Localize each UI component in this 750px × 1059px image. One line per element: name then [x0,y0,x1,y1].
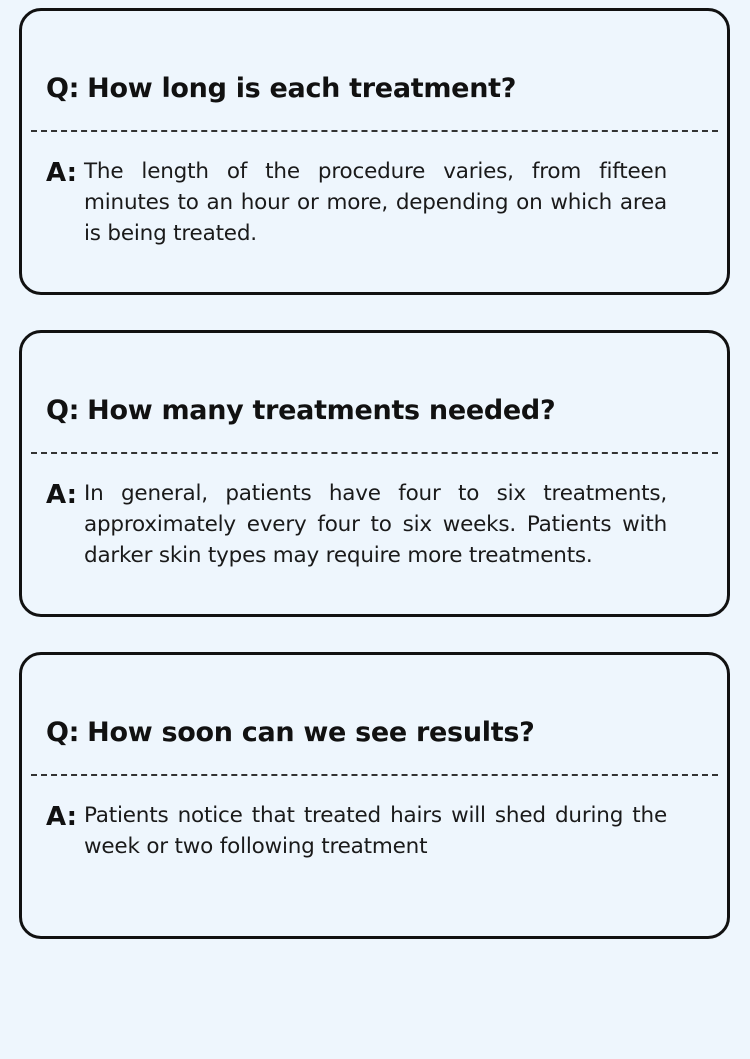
answer-prefix: A: [46,802,78,832]
answer-row [46,156,667,249]
question-text: How long is each treatment? [87,73,517,104]
question-text: How soon can we see results? [87,717,535,748]
faq-card [19,8,730,295]
faq-card [19,652,730,939]
answer-prefix: A: [46,158,78,188]
answer-text: The length of the procedure varies, from fifteen minutes to an hour or more, depending on which area is being treated. [84,159,667,246]
question-prefix: Q: [46,717,80,748]
dashed-divider [31,452,718,454]
answer-prefix: A: [46,480,78,510]
answer-text: In general, patients have four to six treatments, approximately every four to six weeks. Patients with darker skin types may require more treatments. [84,481,667,568]
faq-card [19,330,730,617]
question-text: How many treatments needed? [87,395,556,426]
question-prefix: Q: [46,73,80,104]
dashed-divider [31,130,718,132]
question-prefix: Q: [46,395,80,426]
answer-row [46,800,667,862]
question-row [46,395,703,426]
answer-row [46,478,667,571]
answer-text: Patients notice that treated hairs will shed during the week or two following treatment [84,803,667,859]
dashed-divider [31,774,718,776]
question-row [46,73,703,104]
question-row [46,717,703,748]
